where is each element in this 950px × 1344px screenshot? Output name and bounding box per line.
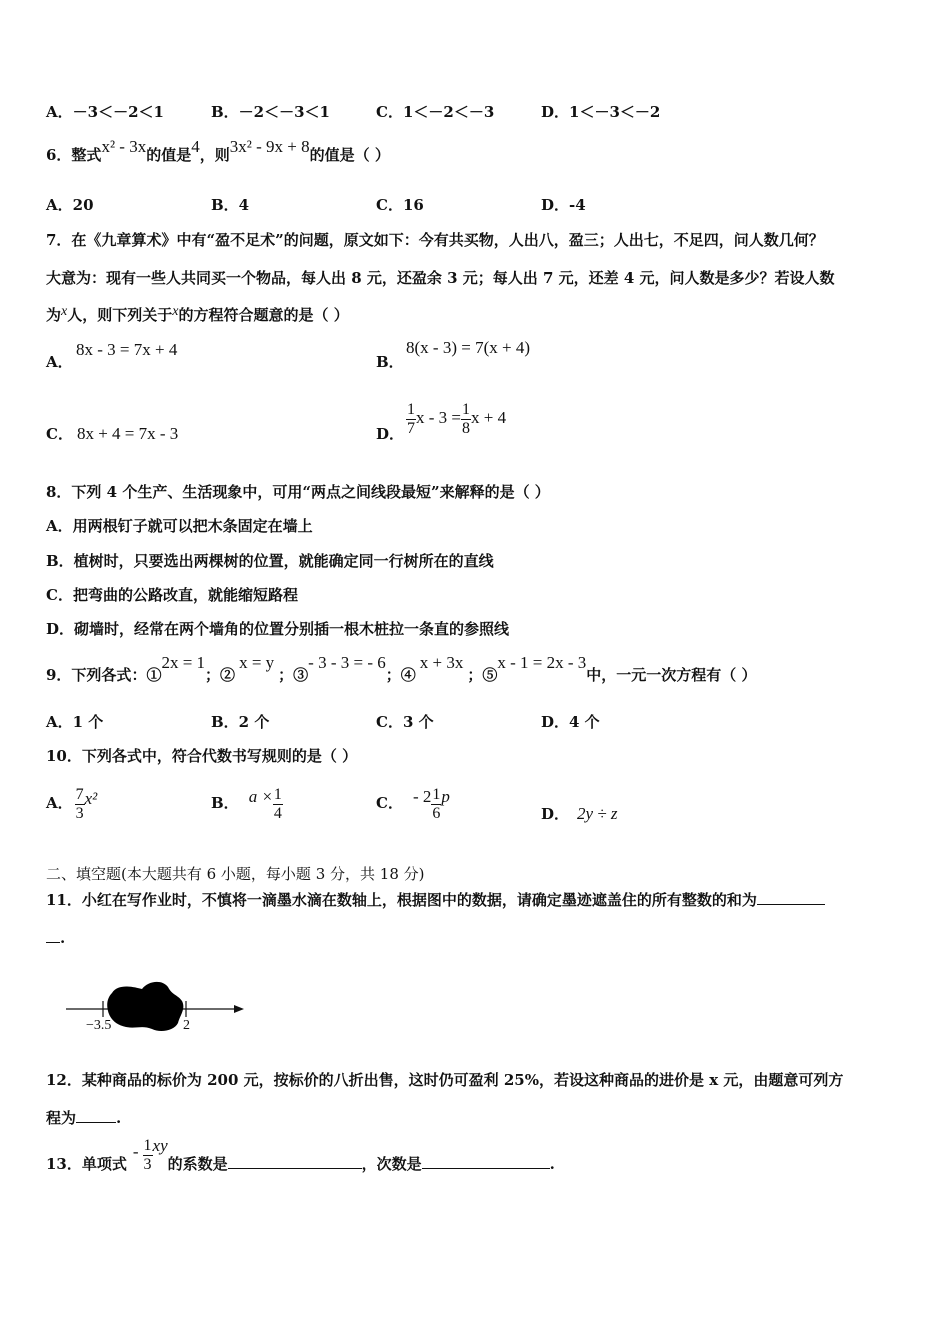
- q7-option-c-expr: 8x + 4 = 7x - 3: [76, 424, 179, 443]
- q8-option-b: B．植树时，只要选出两棵树的位置，就能确定同一行树所在的直线: [46, 552, 494, 570]
- q7-option-b: [376, 352, 404, 372]
- q7-line3-a: 为: [46, 306, 62, 324]
- number-line-figure: [60, 975, 250, 1035]
- number-line-arrow-icon: [234, 1005, 244, 1013]
- q13-mid: 的系数是: [167, 1155, 228, 1173]
- q9-eq3: - 3 - 3 = - 6: [308, 653, 386, 672]
- q7-d-frac1-num: 1: [407, 400, 415, 418]
- q13-tail: xy: [152, 1136, 168, 1155]
- q7-var-1: x: [61, 304, 68, 319]
- q9-sep1: ；②: [205, 666, 236, 684]
- q7-option-c: [46, 424, 178, 444]
- q6-prefix: 6．整式: [46, 146, 102, 164]
- q5-option-b: B．－2＜－3＜1: [211, 103, 330, 121]
- q6-suffix: 的值是（ ）: [309, 146, 390, 164]
- q5-option-d: D．1＜－3＜－2: [541, 103, 661, 121]
- q7-d-tail: x + 4: [471, 408, 507, 427]
- q7-label-c: C．: [46, 425, 73, 443]
- q6-mid2: ，则: [199, 146, 230, 164]
- q10-c-head: - 2: [412, 787, 432, 806]
- q9-option-d: D．4 个: [541, 713, 600, 731]
- q7-d-frac1-den: 7: [407, 419, 415, 437]
- q10-option-c: [376, 780, 450, 826]
- q13-stem: [46, 1136, 555, 1188]
- q9-suffix: 中，一元一次方程有（ ）: [586, 666, 757, 684]
- q11-text: 11．小红在写作业时，不慎将一滴墨水滴在数轴上，根据图中的数据，请确定墨迹遮盖住的所有整数的和为: [46, 891, 757, 909]
- q12-line-2: [46, 1108, 121, 1128]
- q7-line-1: 7．在《九章算术》中有“盈不足术”的问题，原文如下：今有共买物，人出八，盈三；人出七，不足四，问人数几何？: [46, 231, 824, 249]
- q9-sep3: ；④: [385, 666, 416, 684]
- q11-blank[interactable]: [757, 890, 825, 905]
- q7-option-d: [376, 424, 404, 444]
- q6-option-d: D．-4: [541, 196, 586, 214]
- q12-end: .: [116, 1109, 122, 1127]
- q9-eq4: x + 3x: [419, 653, 464, 672]
- q8-option-a: A．用两根钉子就可以把木条固定在墙上: [46, 517, 313, 535]
- q10-a-tail: x²: [84, 789, 98, 808]
- q7-option-d-expr: [406, 398, 506, 438]
- q7-d-mid: x - 3 =: [416, 408, 461, 427]
- q13-num: 1: [143, 1136, 152, 1154]
- q7-line3-b: 人，则下列关于: [67, 306, 173, 324]
- section-2-heading: 二、填空题(本大题共有 6 小题，每小题 3 分，共 18 分): [46, 865, 425, 883]
- q6-value: 4: [191, 137, 200, 156]
- tick-left-label: −3.5: [86, 1018, 112, 1033]
- q10-option-b: [211, 780, 283, 826]
- q10-label-d: D．: [541, 805, 570, 823]
- q9-eq5: x - 1 = 2x - 3: [497, 653, 587, 672]
- q7-label-b: B．: [376, 353, 404, 371]
- q10-c-num: 1: [432, 785, 441, 803]
- q10-b-den: 4: [273, 804, 282, 822]
- q6-option-b: B．4: [211, 196, 250, 214]
- q9-sep2: ；③: [278, 666, 309, 684]
- q6-option-a: A．20: [46, 196, 94, 214]
- q7-line-3: [46, 305, 349, 327]
- q11-blank-cont[interactable]: [46, 928, 60, 943]
- q9-prefix: 9．下列各式：①: [46, 666, 162, 684]
- q6-stem: [46, 137, 390, 165]
- q12-blank[interactable]: [76, 1108, 116, 1123]
- q13-end: .: [549, 1155, 555, 1173]
- q11-line-2: [46, 928, 65, 948]
- q12-text-2: 程为: [46, 1109, 77, 1127]
- q6-expr1: x² - 3x: [101, 137, 147, 156]
- q7-label-a: A．: [46, 353, 73, 371]
- q7-option-b-expr: 8(x - 3) = 7(x + 4): [406, 338, 530, 357]
- q9-eq1: 2x = 1: [161, 653, 206, 672]
- q13-sign: -: [132, 1142, 139, 1161]
- q8-option-c: C．把弯曲的公路改直，就能缩短路程: [46, 586, 298, 604]
- q10-label-b: B．: [211, 794, 239, 812]
- q9-stem: [46, 653, 757, 685]
- q12-line-1: 12．某种商品的标价为 200 元，按标价的八折出售，这时仍可盈利 25%，若设这种商品的进价是 x 元，由题意可列方: [46, 1071, 844, 1089]
- q13-den: 3: [143, 1155, 152, 1173]
- q10-c-den: 6: [432, 804, 441, 822]
- q10-option-a: [46, 780, 97, 826]
- ink-blot: [107, 982, 183, 1031]
- q10-a-num: 7: [75, 785, 84, 803]
- q7-line-2: 大意为：现有一些人共同买一个物品，每人出 8 元，还盈余 3 元；每人出 7 元，还差 4 元，问人数是多少？若设人数: [46, 269, 835, 287]
- q6-expr2: 3x² - 9x + 8: [229, 137, 310, 156]
- q13-prefix: 13．单项式: [46, 1155, 127, 1173]
- tick-right-label: 2: [183, 1018, 190, 1033]
- q9-eq2: x = y: [239, 653, 275, 672]
- q13-blank-coefficient[interactable]: [228, 1154, 362, 1169]
- q7-d-frac2-num: 1: [462, 400, 470, 418]
- q10-b-head: a ×: [248, 787, 273, 806]
- q8-stem: 8．下列 4 个生产、生活现象中，可用“两点之间线段最短”来解释的是（ ）: [46, 483, 550, 501]
- q10-stem: 10．下列各式中，符合代数书写规则的是（ ）: [46, 747, 358, 765]
- q11-line-1: [46, 890, 825, 910]
- q7-d-frac2-den: 8: [462, 419, 470, 437]
- q10-label-c: C．: [376, 794, 403, 812]
- q11-end: .: [60, 929, 66, 947]
- q10-d-expr: 2y ÷ z: [577, 804, 618, 823]
- q10-a-den: 3: [75, 804, 84, 822]
- q6-mid1: 的值是: [146, 146, 192, 164]
- q9-sep4: ；⑤: [467, 666, 498, 684]
- q7-option-a: [46, 352, 73, 372]
- q6-option-c: C．16: [376, 196, 424, 214]
- q9-option-b: B．2 个: [211, 713, 270, 731]
- q9-option-a: A．1 个: [46, 713, 104, 731]
- q13-mid2: ，次数是: [361, 1155, 422, 1173]
- q7-line3-c: 的方程符合题意的是（ ）: [178, 306, 349, 324]
- q5-option-a: A．－3＜－2＜1: [46, 103, 164, 121]
- q9-option-c: C．3 个: [376, 713, 434, 731]
- q7-label-d: D．: [376, 425, 405, 443]
- q8-option-d: D．砌墙时，经常在两个墙角的位置分别插一根木桩拉一条直的参照线: [46, 620, 510, 638]
- q10-label-a: A．: [46, 794, 73, 812]
- q13-blank-degree[interactable]: [422, 1154, 550, 1169]
- q10-option-d: [541, 804, 618, 824]
- q5-option-c: C．1＜－2＜－3: [376, 103, 495, 121]
- q10-c-tail: p: [441, 787, 450, 806]
- q7-var-2: x: [172, 304, 179, 319]
- q7-option-a-expr: 8x - 3 = 7x + 4: [76, 340, 178, 359]
- q10-b-num: 1: [273, 785, 282, 803]
